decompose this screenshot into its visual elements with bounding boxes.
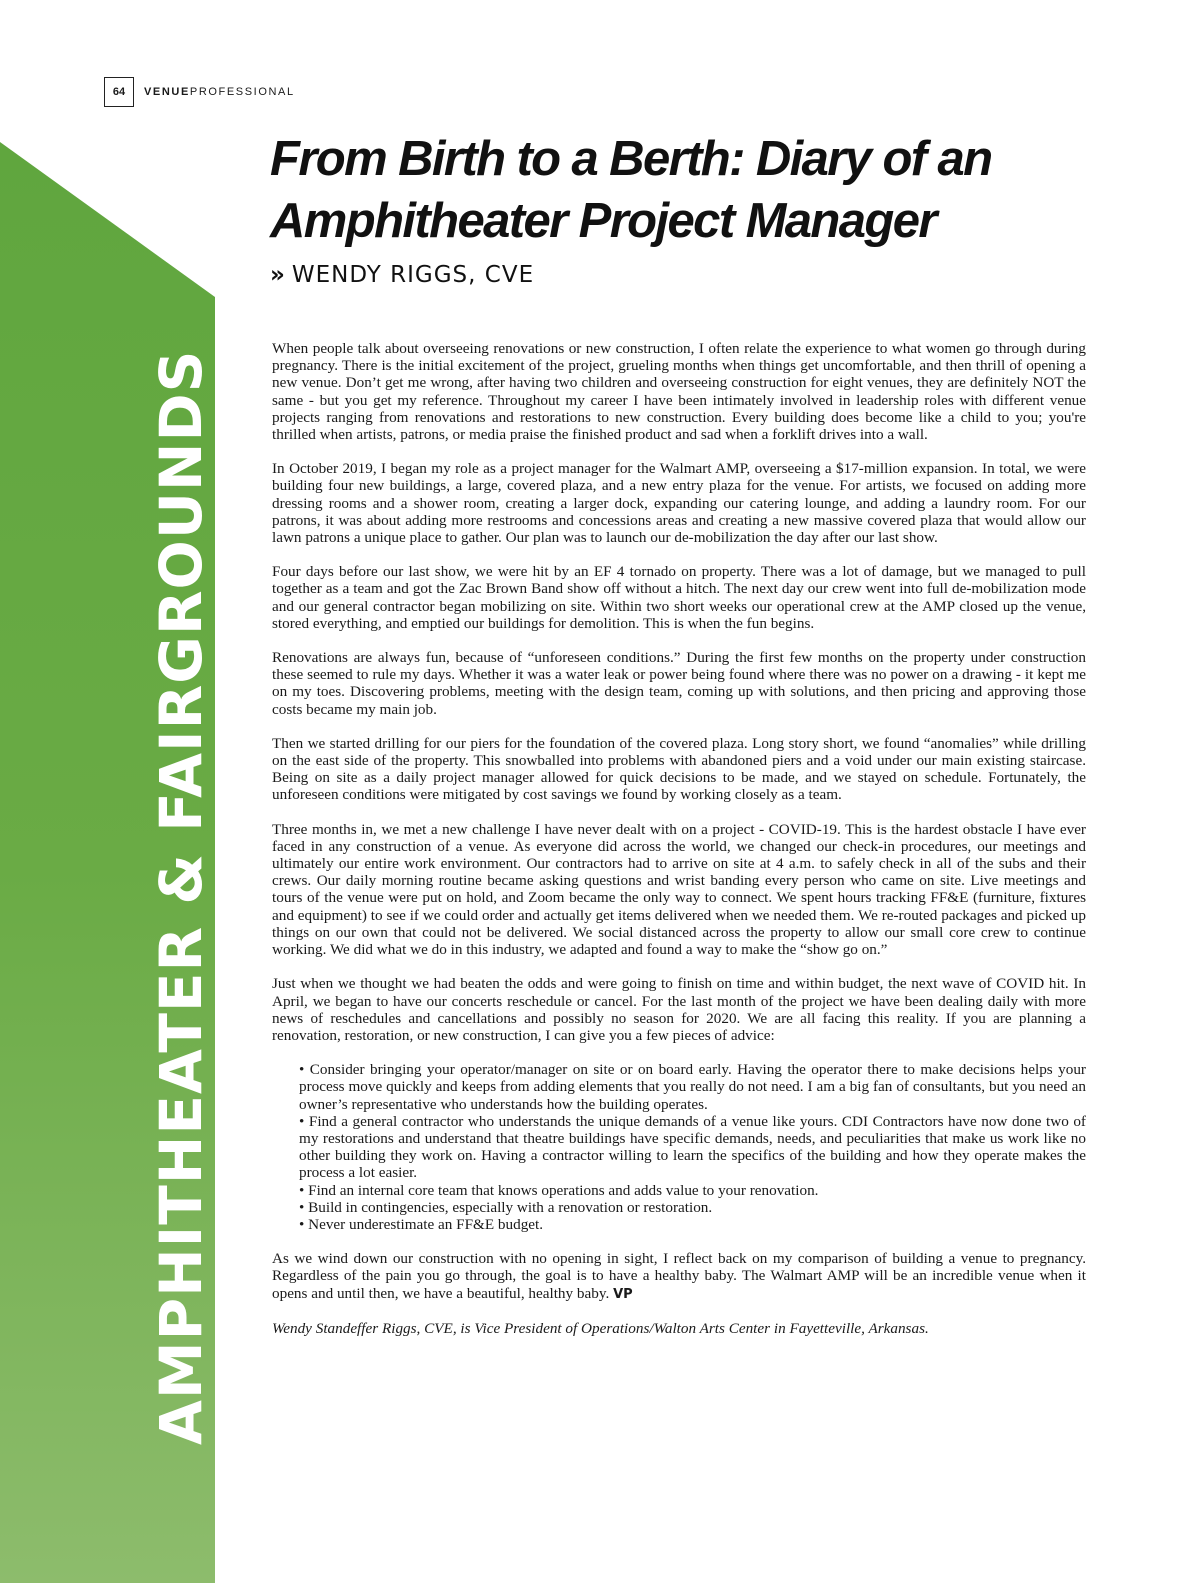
advice-item: • Find a general contractor who understands the unique demands of a venue like yours. CDI Contractors have now done two of my restorations and understand that theatre buildings have specific demands, needs, and peculiarities that make us work like no other building they work on. Having a contractor willing to learn the specifics of the building and how they operate makes the process a lot easier.	[299, 1113, 1086, 1182]
article-title: From Birth to a Berth: Diary of an Amphitheater Project Manager	[270, 132, 992, 248]
article-body	[272, 340, 1086, 1354]
advice-item: • Build in contingencies, especially with a renovation or restoration.	[299, 1199, 1086, 1216]
author-name: WENDY RIGGS, CVE	[291, 262, 535, 288]
byline	[270, 262, 534, 288]
paragraph: Three months in, we met a new challenge I have never dealt with on a project - COVID-19. This is the hardest obstacle I have ever faced in any construction of a venue. As everyone did across the world, we changed our check-in procedures, our meetings and ultimately our entire work environment. Our contractors had to arrive on site at 4 a.m. to safely check in all of the subs and their crews. Our daily morning routine became asking questions and wrist banding every person who came on site. Live meetings and tours of the venue were put on hold, and Zoom became the only way to connect. We spent hours tracking FF&E (furniture, fixtures and equipment) to see if we could order and actually get items delivered when we needed them. We re-routed packages and picked up things on our own that could not be delivered. We social distanced across the property to allow our small core crew to continue working. We did what we do in this industry, we adapted and found a way to make the “show go on.”	[272, 820, 1086, 959]
closing-paragraph	[272, 1250, 1086, 1303]
byline-arrow-icon: »	[270, 262, 286, 288]
masthead-bold: VENUE	[144, 86, 190, 98]
advice-item: • Find an internal core team that knows operations and adds value to your renovation.	[299, 1182, 1086, 1199]
page-number: 64	[104, 77, 134, 107]
paragraph: When people talk about overseeing renovations or new construction, I often relate the experience to what women go through during pregnancy. There is the initial excitement of the project, grueling months when things get uncomfortable, and then thrill of opening a new venue. Don’t get me wrong, after having two children and overseeing construction for eight venues, they are definitely NOT the same - but you get my reference. Throughout my career I have been intimately involved in leadership roles with different venue projects ranging from renovations and restorations to new construction. Every building does become like a child to you; you're thrilled when artists, patrons, or media praise the finished product and sad when a forklift drives into a wall.	[272, 340, 1086, 444]
end-mark: VP	[613, 1286, 633, 1302]
section-label: AMPHITHEATER & FAIRGROUNDS	[147, 349, 215, 1445]
masthead-regular: PROFESSIONAL	[189, 86, 295, 98]
paragraph: In October 2019, I began my role as a project manager for the Walmart AMP, overseeing a $17-million expansion. In total, we were building four new buildings, a large, covered plaza, and a new entry plaza for the venue. For artists, we focused on adding more dressing rooms and a shower room, creating a larger dock, expanding our catering lounge, and adding a laundry room. For our patrons, it was about adding more restrooms and concessions areas and creating a new massive covered plaza that would allow our lawn patrons a unique place to gather. Our plan was to launch our de-mobilization the day after our last show.	[272, 460, 1086, 547]
masthead	[144, 86, 295, 98]
paragraph: Renovations are always fun, because of “unforeseen conditions.” During the first few months on the property under construction these seemed to rule my days. Whether it was a water leak or power being found where there was no power on a drawing - it kept me on my toes. Discovering problems, meeting with the design team, coming up with solutions, and then pricing and approving those costs became my main job.	[272, 649, 1086, 718]
paragraph: Just when we thought we had beaten the odds and were going to finish on time and within budget, the next wave of COVID hit. In April, we began to have our concerts reschedule or cancel. For the last month of the project we have been dealing daily with more news of reschedules and cancellations and possibly no season for 2020. We are all facing this reality. If you are planning a renovation, restoration, or new construction, I can give you a few pieces of advice:	[272, 975, 1086, 1044]
advice-item: • Never underestimate an FF&E budget.	[299, 1216, 1086, 1233]
paragraph: Then we started drilling for our piers for the foundation of the covered plaza. Long story short, we found “anomalies” while drilling on the east side of the property. This snowballed into problems with abandoned piers and a void under our main existing staircase. Being on site as a daily project manager allowed for quick decisions to be made, and we stayed on schedule. Fortunately, the unforeseen conditions were mitigated by cost savings we found by working closely as a team.	[272, 734, 1086, 804]
advice-item: • Consider bringing your operator/manager on site or on board early. Having the operator there to make decisions helps your process move quickly and keeps from adding elements that you really do not need. I am a big fan of consultants, but you need an owner’s representative who understands how the building operates.	[299, 1061, 1086, 1113]
paragraph: Four days before our last show, we were hit by an EF 4 tornado on property. There was a lot of damage, but we managed to pull together as a team and got the Zac Brown Band show off without a hitch. The next day our crew went into full de-mobilization mode and our general contractor began mobilizing on site. Within two short weeks our operational crew at the AMP closed up the venue, stored everything, and emptied our buildings for demolition. This is when the fun begins.	[272, 563, 1086, 632]
closing-text: As we wind down our construction with no opening in sight, I reflect back on my comparison of building a venue to pregnancy. Regardless of the pain you go through, the goal is to have a healthy baby. The Walmart AMP will be an incredible venue when it opens and until then, we have a beautiful, healthy baby.	[272, 1250, 1086, 1302]
advice-list	[272, 1061, 1086, 1233]
author-bio: Wendy Standeffer Riggs, CVE, is Vice President of Operations/Walton Arts Center in Fayetteville, Arkansas.	[272, 1319, 929, 1337]
